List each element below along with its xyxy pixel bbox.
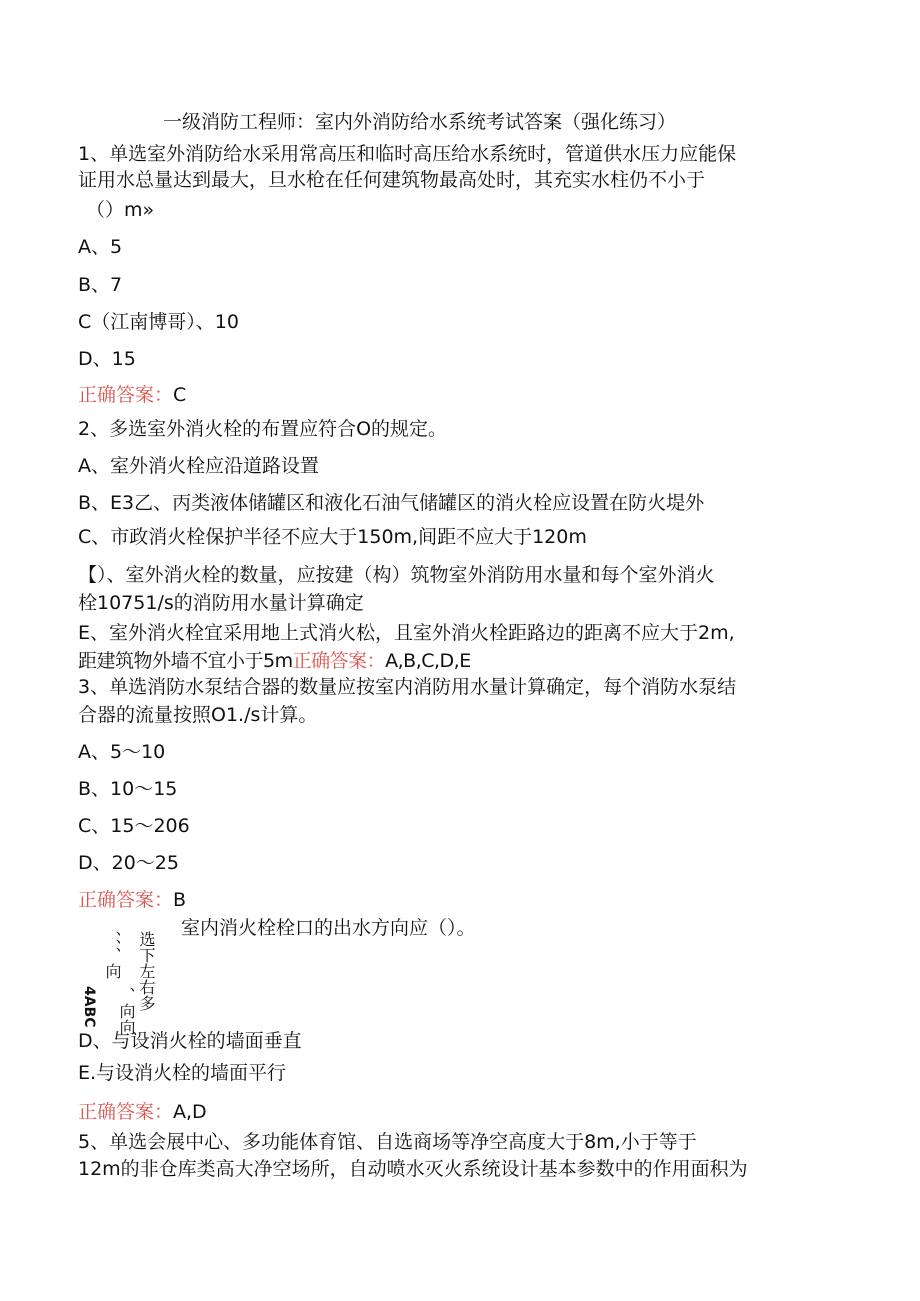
page-title: 一级消防工程师：室内外消防给水系统考试答案（强化练习） <box>163 111 677 133</box>
q4-glyph: 选下左右多 <box>137 931 156 1011</box>
q4-garbled-column-1 <box>81 986 97 1028</box>
q1-option-b: B、7 <box>78 274 123 296</box>
q2-option-c: C、市政消火栓保护半径不应大于150m,间距不应大于120m <box>78 526 587 548</box>
q1-stem-line-2: 证用水总量达到最大，旦水枪在任何建筑物最高处时，其充实水柱仍不小于 <box>78 169 706 191</box>
q4-option-d: D、与设消火栓的墙面垂直 <box>78 1030 302 1052</box>
q2-option-b: B、E3乙、丙类液体储罐区和液化石油气储罐区的消火栓应设置在防火堤外 <box>78 492 705 514</box>
answer-value: A,D <box>173 1101 207 1123</box>
q4-garbled-column-2 <box>100 931 122 979</box>
q2-option-e-line-1: E、室外消火栓宜采用地上式消火松，且室外消火栓距路边的距离不应大于2m, <box>78 622 735 644</box>
q3-option-a: A、5～10 <box>78 741 166 763</box>
q4-garbled-column-4 <box>137 931 155 1011</box>
q4-option-e: E.与设消火栓的墙面平行 <box>78 1062 287 1084</box>
q4-glyph: 、、、向 <box>103 931 122 979</box>
q1-stem-line-1: 1、单选室外消防给水采用常高压和临时高压给水系统时，管道供水压力应能保 <box>78 143 737 165</box>
answer-value: C <box>173 384 187 406</box>
q3-option-d: D、20～25 <box>78 852 179 874</box>
q1-option-c: C（江南博哥）、10 <box>78 311 239 333</box>
q2-option-e-line-2 <box>78 648 471 674</box>
q3-answer <box>78 887 186 913</box>
q5-stem-line-1: 5、单选会展中心、多功能体育馆、自选商场等净空高度大于8m,小于等于 <box>78 1131 697 1153</box>
q2-option-a: A、室外消火栓应沿道路设置 <box>78 455 319 477</box>
q5-stem-line-2: 12m的非仓库类高大净空场所，自动喷水灭火系统设计基本参数中的作用面积为 <box>78 1158 748 1180</box>
q3-option-b: B、10～15 <box>78 778 178 800</box>
answer-value: A,B,C,D,E <box>385 650 471 672</box>
q4-glyph: 4ABC <box>81 986 97 1028</box>
q1-answer <box>78 382 186 408</box>
q4-answer <box>78 1099 207 1125</box>
q2-stem: 2、多选室外消火栓的布置应符合O的规定。 <box>78 418 448 440</box>
answer-label: 正确答案： <box>78 1101 174 1123</box>
q3-stem-line-1: 3、单选消防水泵结合器的数量应按室内消防用水量计算确定，每个消防水泵结 <box>78 676 737 698</box>
q1-option-d: D、15 <box>78 348 136 370</box>
answer-label: 正确答案： <box>78 384 174 406</box>
q1-stem-line-3: （）m» <box>86 199 155 221</box>
answer-label: 正确答案： <box>78 889 174 911</box>
q2-option-d-line-2: 栓10751∕s的消防用水量计算确定 <box>78 592 364 614</box>
q2-option-e-text: 距建筑物外墙不宜小于5m <box>78 650 293 672</box>
q3-stem-line-2: 合器的流量按照O1./s计算。 <box>78 704 318 726</box>
q1-option-a: A、5 <box>78 236 123 258</box>
answer-label: 正确答案： <box>292 650 386 672</box>
q4-stem: 室内消火栓栓口的出水方向应（）。 <box>181 917 476 939</box>
q4-glyph: 、向向 <box>117 987 136 1035</box>
q3-option-c: C、15～206 <box>78 815 190 837</box>
q2-option-d-line-1: 【）、室外消火栓的数量，应按建（构）筑物室外消防用水量和每个室外消火 <box>78 564 715 586</box>
answer-value: B <box>173 889 187 911</box>
